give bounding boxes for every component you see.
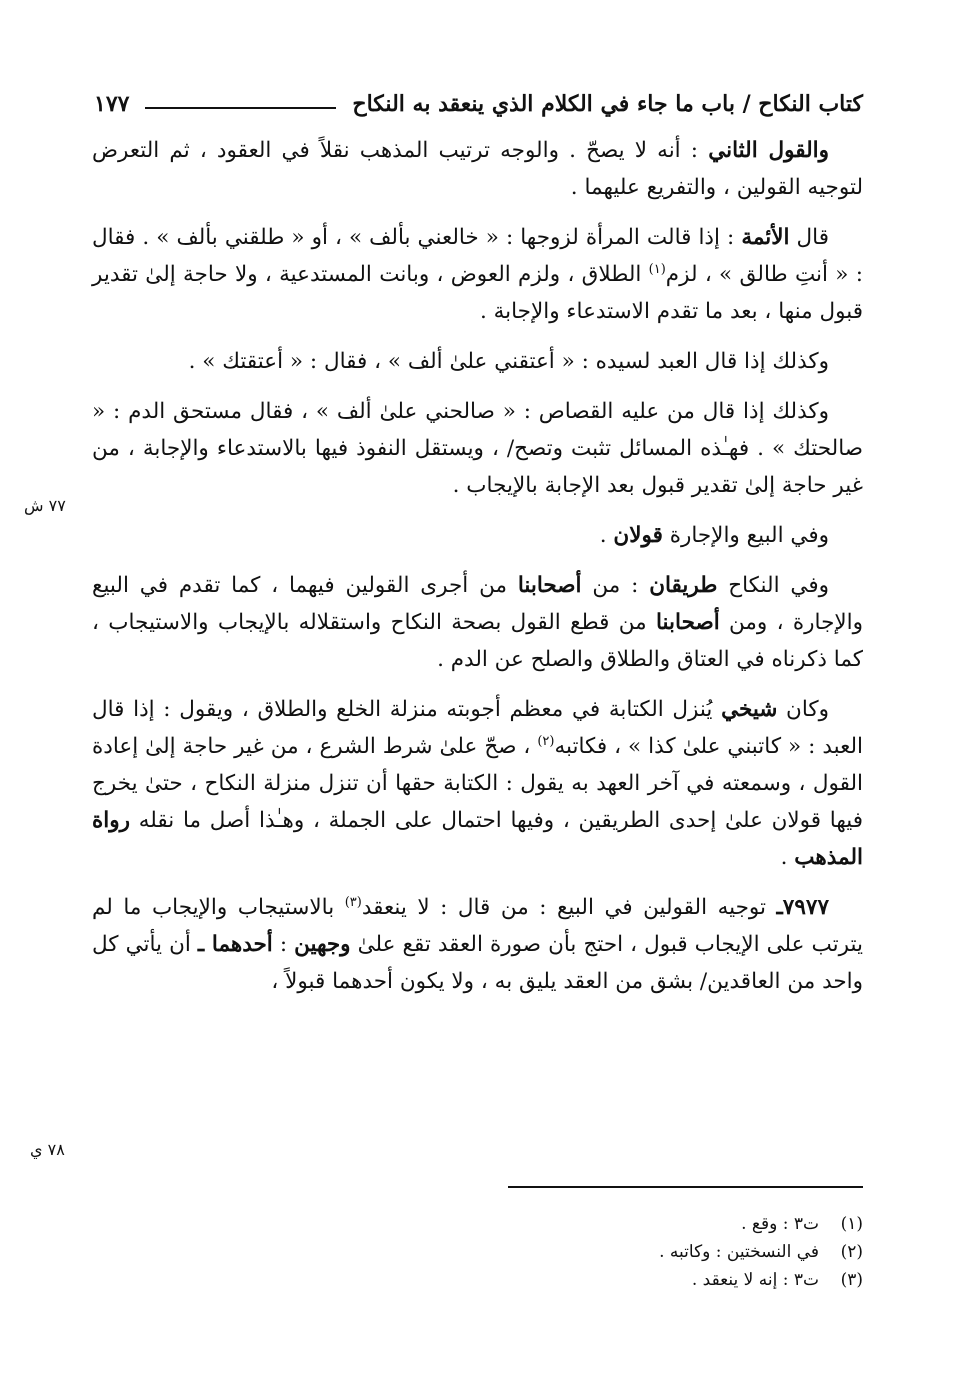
footnote-ref-1: (١): [648, 261, 666, 277]
body-text: [92, 132, 863, 1013]
page-number: ١٧٧: [94, 91, 130, 117]
paragraph-3: وكذلك إذا قال العبد لسيده : « أعتقني علىٰ ألف » ، فقال : « أعتقتك » .: [188, 349, 829, 374]
paragraph-8: ٧٩٧٧ـ توجيه القولين في البيع : من قال : لا ينعقد$^{(٣)}$ بالاستيجاب والإيجاب ما لم يترتب على الإيجاب قبول ، احتج بأن صورة العقد تقع علىٰ وجهين : أحدهما ـ أن يأتي كل واحد من العاقدين/ بشق من العقد يليق به ، ولا يكون أحدهما قبولاً ،: [92, 894, 863, 994]
header-rule: [145, 107, 336, 109]
margin-note-2: ٧٨ ي: [30, 1140, 65, 1159]
running-header: [94, 84, 863, 124]
paragraph-number: ٧٩٧٧ـ: [776, 895, 829, 920]
header-title: كتاب النكاح / باب ما جاء في الكلام الذي ينعقد به النكاح: [352, 91, 863, 117]
paragraph-1: والقول الثاني : أنه لا يصحّ . والوجه ترتيب المذهب نقلاً في العقود ، ثم التعرض لتوجيه القولين ، والتفريع عليهما .: [92, 138, 863, 200]
margin-note-1: ٧٧ ش: [24, 496, 66, 515]
paragraph-2: قال الأئمة : إذا قالت المرأة لزوجها : « خالعني بألف » ، أو « طلقني بألف » . فقال : « أنتِ طالق » ، لزم$^{(١)}$ الطلاق ، ولزم العوض ، وبانت المستدعية ، ولا حاجة إلىٰ تقدير قبول منها ، بعد ما تقدم الاستدعاء والإجابة .: [92, 225, 864, 324]
paragraph-7: وكان شيخي يُنزل الكتابة في معظم أجوبته منزلة الخلع والطلاق ، ويقول : إذا قال العبد : « كاتبني علىٰ كذا » ، فكاتبه$^{(٢)}$ ، صحّ علىٰ شرط الشرع ، من غير حاجة إلىٰ إعادة القول ، وسمعته في آخر العهد به يقول : الكتابة حقها أن تنزل منزلة النكاح ، حتىٰ يخرج فيها قولان علىٰ إحدى الطريقين ، وفيها احتمال على الجملة ، وهـٰذا أصل ما نقله رواة المذهب .: [92, 697, 864, 870]
paragraph-4: وكذلك إذا قال من عليه القصاص : « صالحني علىٰ ألف » ، فقال مستحق الدم : « صالحتك » . فهـٰذه المسائل تثبت وتصح/ ، ويستقل النفوذ فيها بالاستدعاء والإجابة ، من غير حاجة إلىٰ تقدير قبول بعد الإجابة بالإيجاب .: [92, 399, 863, 498]
footnote-ref-2: (٢): [537, 733, 555, 749]
paragraph-5: وفي البيع والإجارة قولان .: [599, 523, 829, 548]
footnote-separator: [508, 1186, 863, 1188]
footnote-ref-3: (٣): [344, 894, 362, 910]
footnote-1: (١) ت٣ : وقع .: [741, 1214, 863, 1234]
paragraph-6: وفي النكاح طريقان : من أصحابنا من أجرى القولين فيهما ، كما تقدم في البيع والإجارة ، ومن أصحابنا من قطع القول بصحة النكاح واستقلاله بالإيجاب والاستيجاب ، كما ذكرناه في العتاق والطلاق والصلح عن الدم .: [92, 573, 863, 672]
footnote-2: (٢) في النسختين : وكاتبه .: [659, 1242, 863, 1262]
footnotes: [363, 1210, 863, 1294]
footnote-3: (٣) ت٣ : إنه لا ينعقد .: [691, 1270, 863, 1290]
